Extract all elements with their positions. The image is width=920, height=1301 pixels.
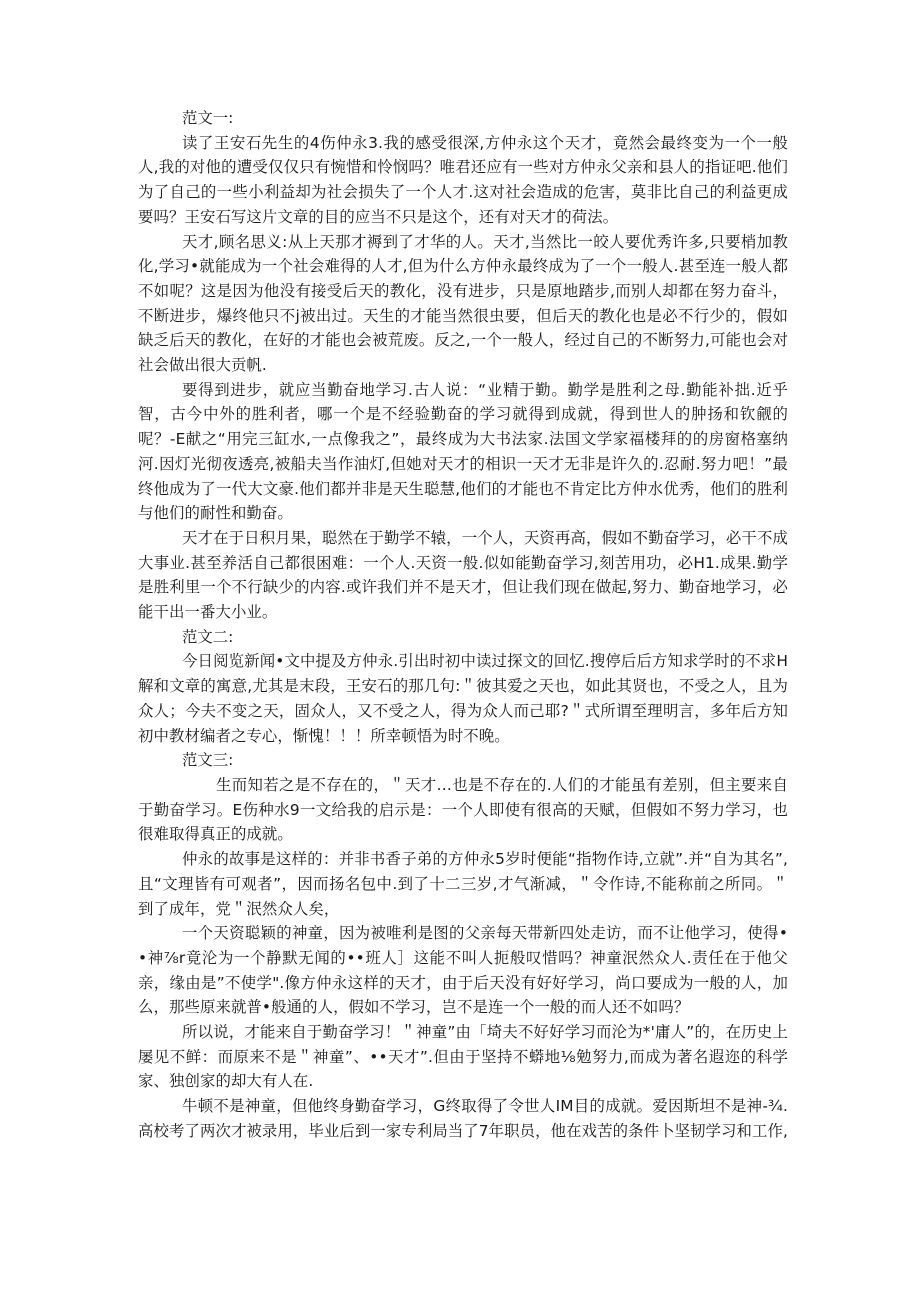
paragraph-3-4: 所以说，才能来自于勤奋学习！＂神童”由「埼夫不好好学习而沦为*'庸人”的，在历史上屡见不鲜：而原来不是＂神童”、••天才”.但由于坚持不蟒地⅛勉努力,而成为著名遐迩的科学家、独创家的却大有人在.	[138, 1023, 788, 1091]
paragraph-2-1: 今日阅览新闻•文中提及方仲永.引出时初中读过探文的回忆.搜停后后方知求学时的不求H解和文章的寓意,尤其是末段，王安石的那几句:＂彼其爱之天也，如此其贤也，不受之人，且为众人；今夫不变之天，固众人，又不受之人，得为众人而己耶?＂式所谓至理明言，多年后方知初中教材编者之专心，惭愧！！！所幸顿悟为时不晚。	[138, 652, 788, 745]
section-heading-1: 范文一:	[182, 109, 234, 127]
paragraph-3-1: 生而知若之是不存在的，＂天才…也是不存在的.人们的才能虽有差别，但主要来自于勤奋学习。E伤种水9一文给我的启示是：一个人即使有很高的天赋，但假如不努力学习，也很难取得真正的成就。	[138, 775, 788, 844]
paragraph-3-2: 仲永的故事是这样的：并非书香子弟的方仲永5岁时便能“指物作诗,立就”.并“自为其名”,且“文理皆有可观者”，因而扬名包中.到了十二三岁,才气渐减，＂令作诗,不能称前之所同。＂到了成年，党＂泯然众人矣，	[138, 850, 788, 918]
paragraph-1-4: 天才在于日积月果，聪然在于勤学不辕，一个人，天资再高，假如不勤奋学习，必干不成大事业.甚至养活自己都很困难：一个人.天资一般.似如能勤奋学习,刻苦用功，必H1.成果.勤学是胜利里一个不行缺少的内容.或许我们并不是天才，但让我们现在做起,努力、勤奋地学习，必能干出一番大小业。	[138, 528, 788, 622]
section-heading-2: 范文二:	[182, 627, 234, 646]
document-page	[138, 106, 788, 1144]
paragraph-1-2: 天才,顾名思义:从上天那才褥到了才华的人。天才,当然比一皎人要优秀许多,只要梢加教化,学习•就能成为一个社会难得的人才,但为什么方仲永最终成为了一个一般人.甚至连一般人都不如呢？这是因为他没有接受后天的教化，没有进步，只是原地踏步,而别人却都在努力奋斗，不断进步，爆终他只不j被出过。天生的才能当然很虫要，但后天的教化也是必不行少的，假如缺乏后天的教化，在好的才能也会被荒废。反之,一个一般人，经过自己的不断努力,可能也会对社会做出很大贡帆.	[138, 232, 788, 375]
paragraph-3-3: 一个天资聪颖的神童，因为被唯利是图的父亲每天带新四处走访，而不让他学习，使得••神⅞r竟沦为一个静默无闻的••班人］这能不叫人扼般叹惜吗？神童泯然众人.责任在于他父亲，缘由是”不使学".像方仲永这样的天才，由于后天没有好好学习，尚口要成为一般的人，加么，那些原来就普•般通的人，假如不学习，岂不是连一个一般的而人还不如吗？	[138, 924, 788, 1017]
section-heading-3: 范文三:	[182, 751, 234, 770]
paragraph-3-5: 牛顿不是神童，但他终身勤奋学习，G终取得了令世人IM目的成就。爱因斯坦不是神-¾.高校考了两次才被录用，毕业后到一家专利局当了7年职员，他在戏苦的条件卜坚韧学习和工作,	[138, 1097, 789, 1140]
paragraph-1-3: 要得到进步，就应当勤奋地学习.古人说：“业精于勤。勤学是胜利之母.勤能补拙.近乎智，古今中外的胜利者，哪一个是不经验勤奋的学习就得到成就，得到世人的肿扬和钦觎的呢？-E献之“用完三缸水,一点像我之”，最终成为大书法家.法国文学家福楼拜的的房窗格塞纳河.因灯光彻夜透亮,被船夫当作油灯,但她对天才的相识一天才无非是许久的.忍耐.努力吧！”最终他成为了一代大文豪.他们都并非是天生聪慧,他们的才能也不肯定比方仲水优秀，他们的胜利与他们的耐性和勤奋。	[138, 380, 788, 523]
paragraph-1-1: 读了王安石先生的4伤仲永3.我的感受很深,方仲永这个天才，竟然会最终变为一个一般人,我的对他的遭受仅仅只有惋惜和怜悯吗？唯君还应有一些对方仲永父亲和县人的指证吧.他们为了自己的一些小利益却为社会损失了一个人才.这对社会造成的危害，莫非比自己的利益更成要吗？王安石写这片文章的目的应当不只是这个，还有对天才的荷法。	[138, 133, 788, 226]
